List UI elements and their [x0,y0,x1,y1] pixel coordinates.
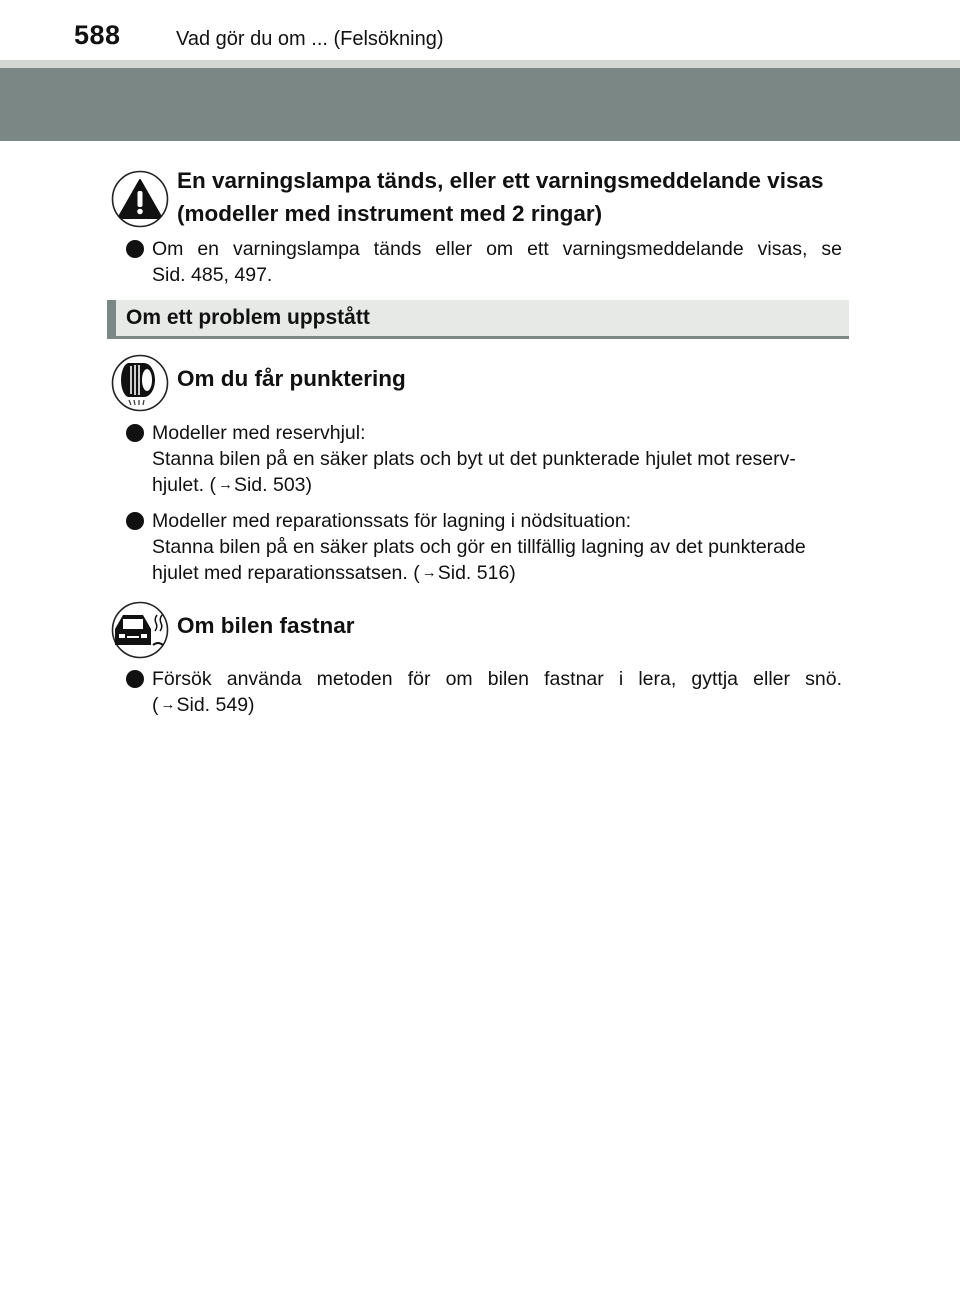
stuck-text-line2: ( →Sid. 549) [152,694,255,716]
bullet-icon [126,424,144,442]
tire-icon [111,354,169,412]
puncture-paragraph-1 [152,420,842,500]
section-header [107,300,849,339]
chapter-band [0,68,960,141]
arrow-icon: → [217,476,233,493]
header-divider [0,60,960,68]
bullet-icon [126,240,144,258]
bullet-icon [126,670,144,688]
page-header [0,0,960,64]
warning-paragraph [152,236,842,288]
warning-heading [177,165,823,230]
puncture-text-2-line2: Stanna bilen på en säker plats och gör en tillfällig lagning av det punkterade [152,536,806,558]
arrow-icon: → [160,696,176,713]
arrow-icon: → [421,564,437,581]
bullet-icon [126,512,144,530]
puncture-text-2-line1: Modeller med reparationssats för lagning i nödsituation: [152,510,632,532]
puncture-text-1-line1: Modeller med reservhjul: [152,422,366,444]
puncture-text-1-line3: hjulet. ( →Sid. 503) [152,474,313,496]
puncture-paragraph-2 [152,508,842,588]
puncture-text-1-line2: Stanna bilen på en säker plats och byt ut det punkterade hjulet mot reserv- [152,448,796,470]
warning-text-line1: Om en varningslampa tänds eller om ett varningsmeddelande visas, se [152,238,842,260]
warning-heading-line2: (modeller med instrument med 2 ringar) [177,201,603,226]
page-reference: Sid. 549) [176,694,255,716]
running-title: Vad gör du om ... (Felsökning) [176,28,444,50]
page-number: 588 [74,20,121,50]
page-reference: Sid. 503) [233,474,313,496]
section-title: Om ett problem uppstått [126,306,370,329]
warning-heading-line1: En varningslampa tänds, eller ett varningsmeddelande visas [177,168,824,193]
warning-triangle-icon [111,170,169,228]
stuck-car-icon [111,601,169,659]
puncture-heading: Om du får punktering [177,366,406,391]
stuck-heading: Om bilen fastnar [177,613,355,638]
stuck-text-line1: Försök använda metoden för om bilen fastnar i lera, gyttja eller snö. [152,668,842,690]
page-reference: Sid. 516) [437,562,516,584]
section-accent [107,300,116,336]
stuck-paragraph [152,666,842,720]
puncture-text-2-line3: hjulet med reparationssatsen. ( →Sid. 516) [152,562,516,584]
warning-text-line2: Sid. 485, 497. [152,264,273,286]
